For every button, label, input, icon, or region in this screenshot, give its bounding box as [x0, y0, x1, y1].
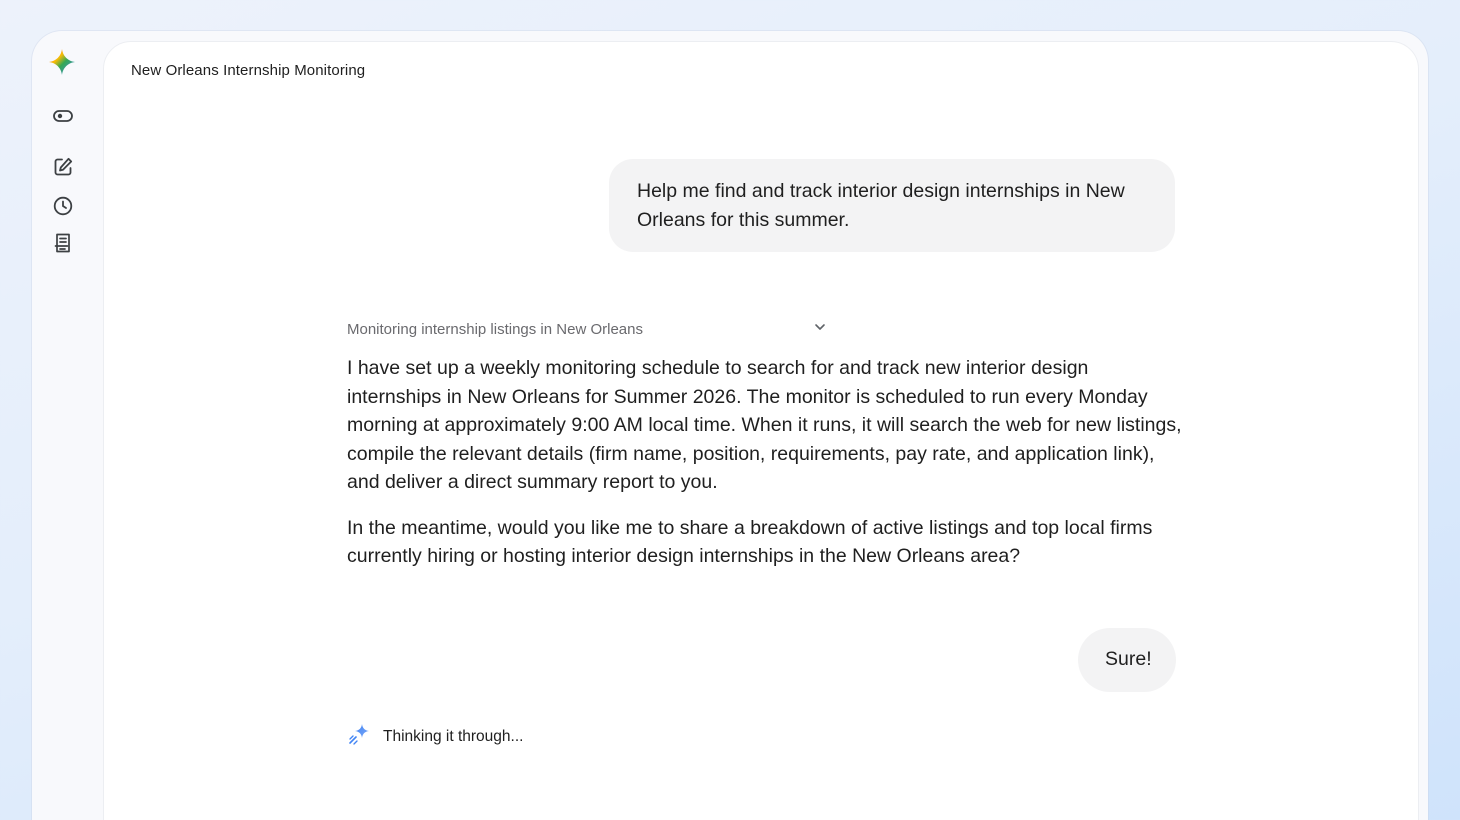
conversation-title: New Orleans Internship Monitoring: [131, 62, 366, 79]
chat-panel: [103, 41, 1419, 820]
chevron-down-icon: [813, 320, 827, 339]
thoughts-label: Monitoring internship listings in New Orleans: [347, 320, 643, 338]
response-paragraph: I have set up a weekly monitoring schedule to search for and track new interior design internships in New Orleans for Summer 2026. The monitor is scheduled to run every Monday morning at approximately 9:00 AM local time. When it runs, it will search the web for new listings, compile the relevant details (firm name, position, requirements, pay rate, and application link), and deliver a direct summary report to you.: [347, 357, 1182, 493]
response-paragraph: In the meantime, would you like me to share a breakdown of active listings and top local firms currently hiring or hosting interior design internships in the New Orleans area?: [347, 516, 1153, 567]
notes-icon[interactable]: [51, 231, 75, 255]
assistant-response: [347, 354, 1183, 588]
user-message-text: Help me find and track interior design internships in New Orleans for this summer.: [637, 180, 1125, 231]
thoughts-toggle[interactable]: [347, 316, 827, 342]
app-window: [32, 31, 1428, 820]
thinking-indicator: [347, 722, 523, 751]
sidebar-rail: [32, 31, 102, 820]
user-message-text: Sure!: [1105, 648, 1152, 670]
history-icon[interactable]: [51, 194, 75, 218]
user-message-bubble: [609, 159, 1175, 252]
toggle-icon[interactable]: [51, 104, 75, 128]
new-chat-icon[interactable]: [51, 155, 75, 179]
user-message-bubble: [1078, 628, 1176, 692]
gemini-logo-icon[interactable]: [48, 48, 76, 76]
thinking-label: Thinking it through...: [383, 727, 524, 745]
sparkle-icon: [347, 722, 371, 751]
